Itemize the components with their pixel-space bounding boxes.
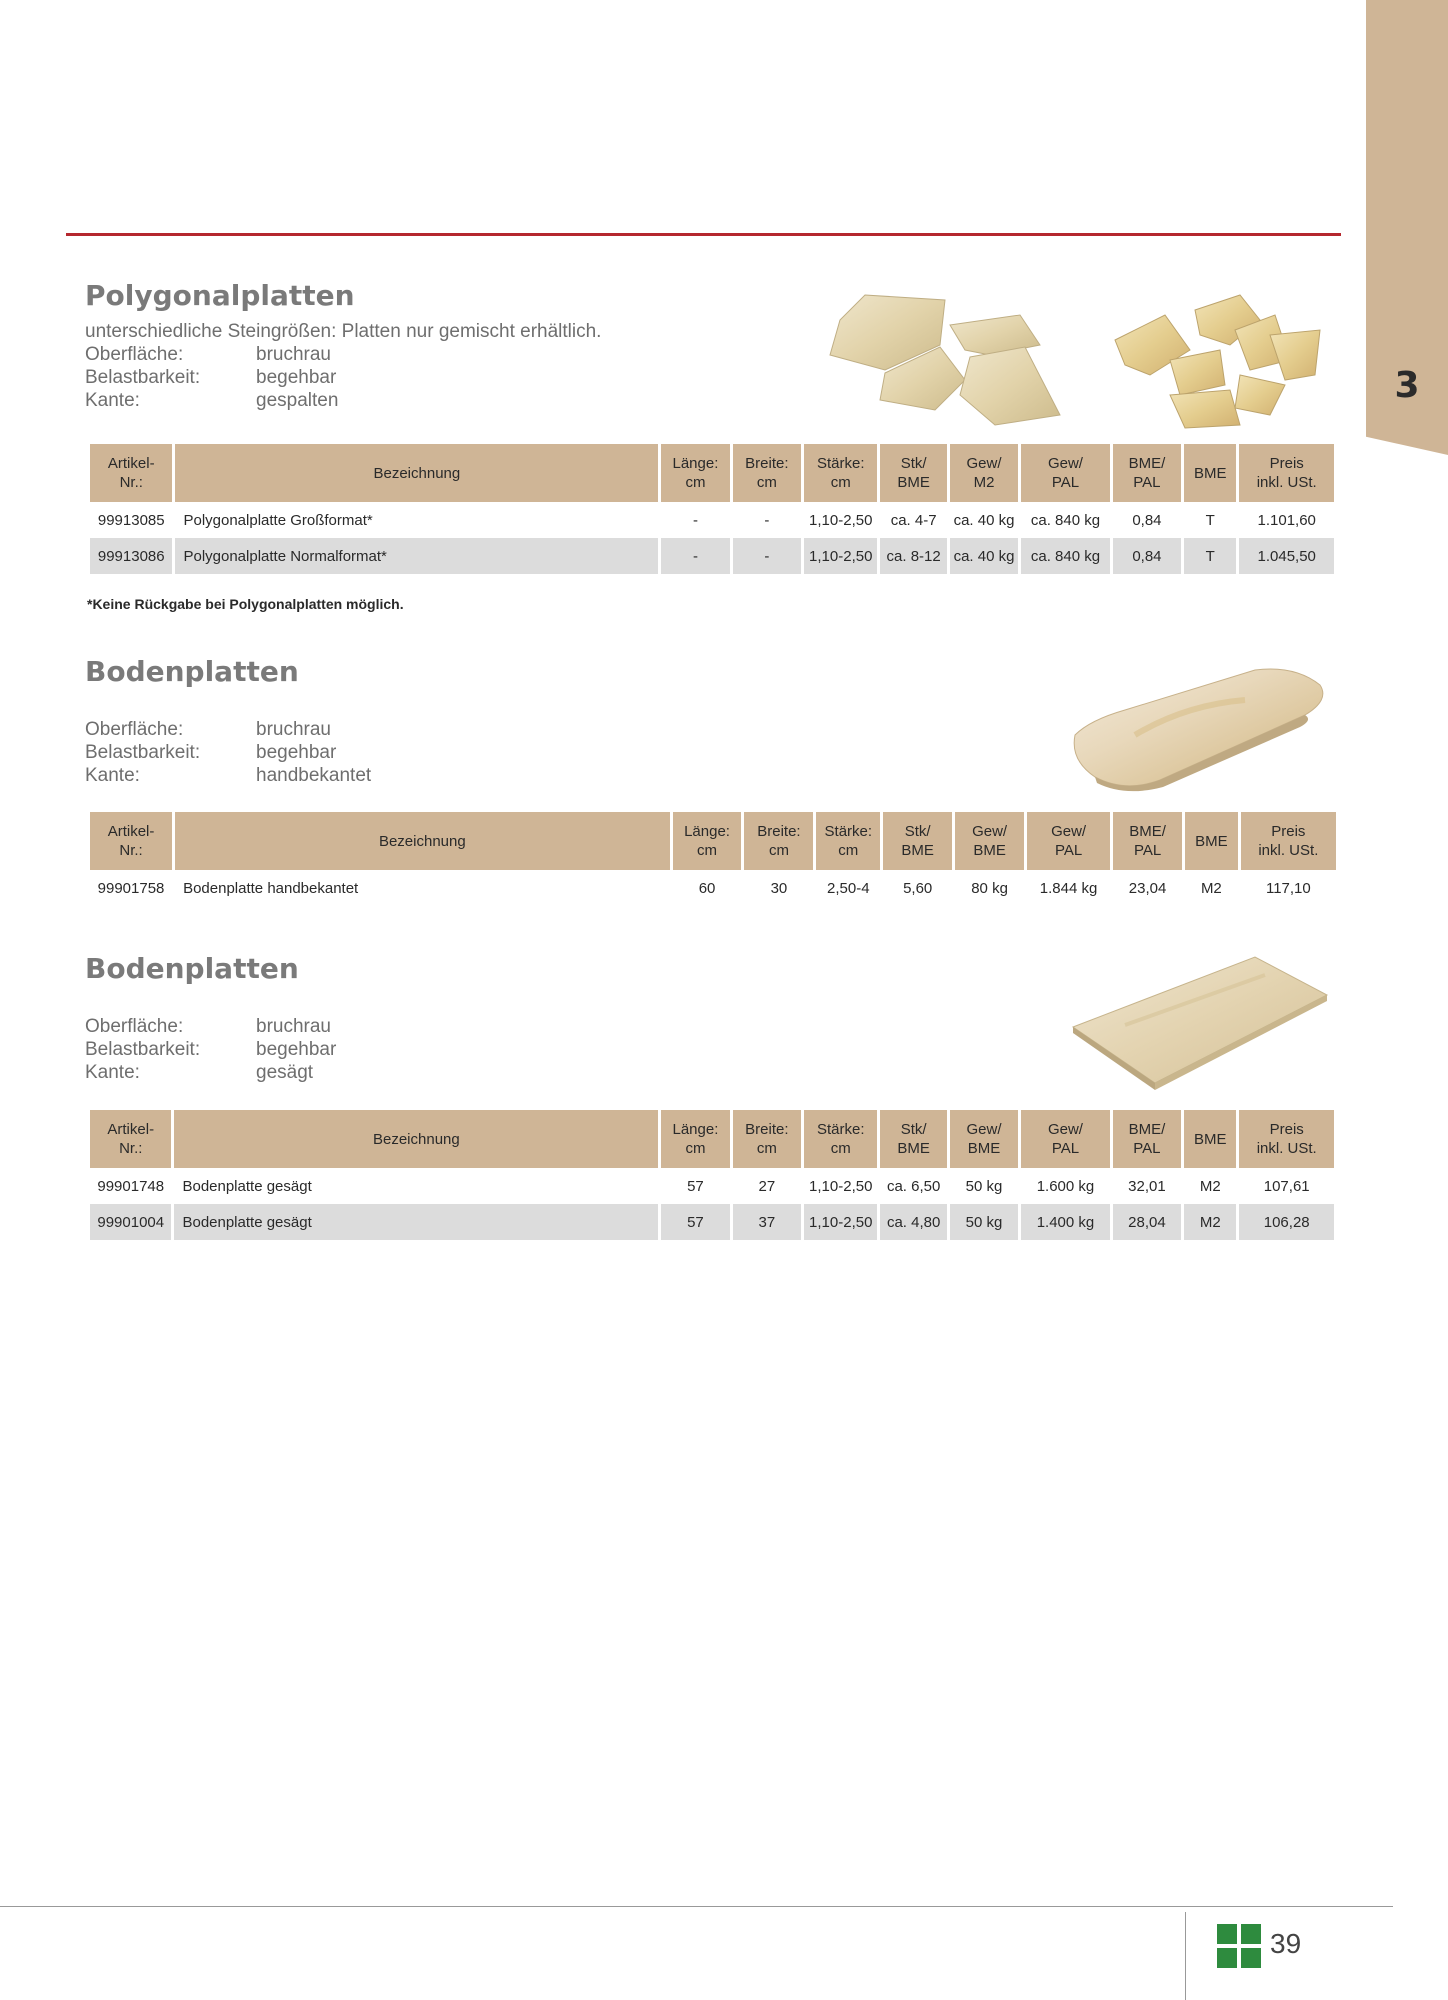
col-bezeichnung: Bezeichnung	[175, 812, 670, 870]
bodenplatte-handbekantet-photo	[1065, 665, 1335, 795]
footer-divider	[1185, 1912, 1186, 2000]
col-bme: BME	[1184, 444, 1236, 502]
property-row: Oberfläche: bruchrau	[85, 719, 331, 740]
property-row: Oberfläche: bruchrau	[85, 344, 331, 365]
table-header-row	[90, 812, 1336, 870]
header-rule	[66, 233, 1341, 236]
col-staerke: Stärke: cm	[804, 1110, 877, 1168]
col-gew-bme: Gew/ BME	[955, 812, 1024, 870]
col-bme-pal: BME/ PAL	[1113, 812, 1182, 870]
col-preis: Preis inkl. USt.	[1241, 812, 1336, 870]
col-gew-bme: Gew/ BME	[950, 1110, 1018, 1168]
col-preis: Preis inkl. USt.	[1239, 444, 1334, 502]
col-breite: Breite: cm	[733, 444, 801, 502]
footnote: *Keine Rückgabe bei Polygonalplatten möglich.	[87, 596, 404, 612]
footer-rule	[0, 1906, 1393, 1907]
page-number: 39	[1270, 1928, 1302, 1959]
table-row: 99913085 Polygonalplatte Großformat* - - 1,10-2,50 ca. 4-7 ca. 40 kg ca. 840 kg 0,84 T 1.101,60	[97, 511, 1316, 529]
polygonal-normal-photo	[1110, 290, 1325, 430]
polygonal-large-photo	[825, 285, 1070, 430]
col-gew-m2: Gew/ M2	[950, 444, 1018, 502]
table-row: 99901748 Bodenplatte gesägt 57 27 1,10-2,50 ca. 6,50 50 kg 1.600 kg 32,01 M2 107,61	[97, 1177, 1310, 1195]
col-gew-pal: Gew/ PAL	[1027, 812, 1110, 870]
col-staerke: Stärke: cm	[816, 812, 880, 870]
col-bme-pal: BME/ PAL	[1113, 1110, 1181, 1168]
col-staerke: Stärke: cm	[804, 444, 877, 502]
col-gew-pal: Gew/ PAL	[1021, 444, 1110, 502]
section-title: Bodenplatten	[85, 952, 299, 985]
property-row: Kante: handbekantet	[85, 765, 372, 786]
table-row: 99913086 Polygonalplatte Normalformat* - - 1,10-2,50 ca. 8-12 ca. 40 kg ca. 840 kg 0,84 T 1.045,50	[90, 538, 1334, 574]
property-row: Kante: gespalten	[85, 390, 339, 411]
col-bezeichnung: Bezeichnung	[175, 444, 658, 502]
col-bme: BME	[1184, 1110, 1236, 1168]
property-row: Belastbarkeit: begehbar	[85, 1039, 337, 1060]
col-bme-pal: BME/ PAL	[1113, 444, 1181, 502]
property-row: Oberfläche: bruchrau	[85, 1016, 331, 1037]
col-artikel: Artikel- Nr.:	[90, 1110, 171, 1168]
col-breite: Breite: cm	[744, 812, 813, 870]
table-header-row	[90, 1110, 1334, 1168]
col-breite: Breite: cm	[733, 1110, 801, 1168]
col-stk: Stk/ BME	[880, 1110, 946, 1168]
table-header-row	[90, 444, 1334, 502]
table-row: 99901758 Bodenplatte handbekantet 60 30 2,50-4 5,60 80 kg 1.844 kg 23,04 M2 117,10	[97, 879, 1311, 897]
brand-logo-icon	[1217, 1924, 1261, 1968]
col-stk: Stk/ BME	[880, 444, 946, 502]
col-bezeichnung: Bezeichnung	[174, 1110, 658, 1168]
table-row: 99901004 Bodenplatte gesägt 57 37 1,10-2,50 ca. 4,80 50 kg 1.400 kg 28,04 M2 106,28	[90, 1204, 1334, 1240]
bodenplatte-gesaegt-photo	[1065, 955, 1335, 1095]
col-stk: Stk/ BME	[883, 812, 952, 870]
polygonal-table	[87, 444, 1337, 574]
col-laenge: Länge: cm	[673, 812, 742, 870]
col-artikel: Artikel- Nr.:	[90, 812, 172, 870]
section-intro: unterschiedliche Steingrößen: Platten nur gemischt erhältlich.	[85, 321, 602, 342]
col-laenge: Länge: cm	[661, 1110, 729, 1168]
section-title: Polygonalplatten	[85, 279, 355, 312]
col-artikel: Artikel- Nr.:	[90, 444, 172, 502]
bodenplatten-handbekantet-table	[87, 812, 1339, 906]
section-title: Bodenplatten	[85, 655, 299, 688]
property-row: Kante: gesägt	[85, 1062, 314, 1083]
chapter-number: 3	[1394, 365, 1420, 406]
col-preis: Preis inkl. USt.	[1239, 1110, 1334, 1168]
col-laenge: Länge: cm	[661, 444, 729, 502]
property-row: Belastbarkeit: begehbar	[85, 742, 337, 763]
bodenplatten-gesaegt-table	[87, 1110, 1337, 1240]
property-row: Belastbarkeit: begehbar	[85, 367, 337, 388]
col-gew-pal: Gew/ PAL	[1021, 1110, 1110, 1168]
col-bme: BME	[1185, 812, 1238, 870]
